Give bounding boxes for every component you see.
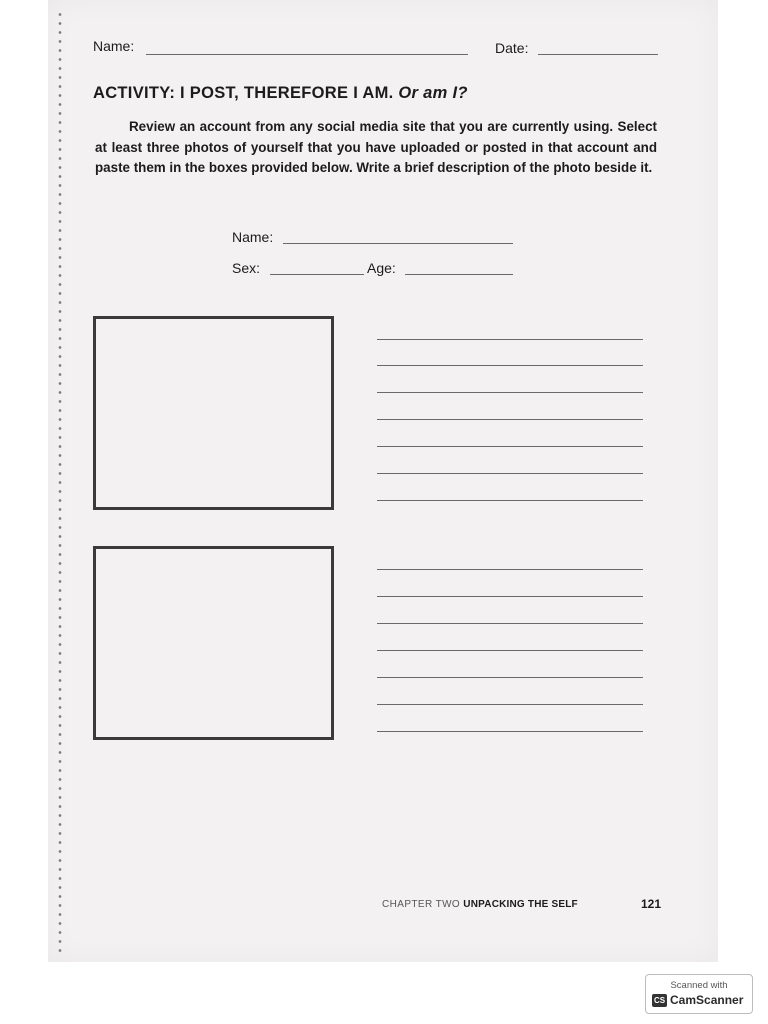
activity-title-main: ACTIVITY: I POST, THEREFORE I AM. [93,84,394,102]
description-line[interactable] [377,446,643,447]
watermark-app-name: CamScanner [670,993,744,1007]
form-sex-line[interactable] [270,274,364,275]
footer-chapter-label: CHAPTER TWO [382,899,461,910]
photo-box-1[interactable] [93,316,334,510]
description-line[interactable] [377,650,643,651]
form-sex-label: Sex: [232,260,261,276]
camscanner-logo-icon: CS [653,996,666,1005]
page-number: 121 [641,897,662,911]
activity-instructions: Review an account from any social media site that you are currently using. Select at least three photos of yourself that you have uploaded or posted in that account and paste them in the boxes provided below. Write a brief description of the photo beside it. [95,119,657,175]
footer-section-title: UNPACKING THE SELF [463,899,578,910]
form-age-line[interactable] [405,274,513,275]
description-line[interactable] [377,623,643,624]
activity-title-question: Or am I? [398,84,468,102]
header-date-label: Date: [495,40,529,56]
footer-chapter [382,899,578,910]
camscanner-watermark [645,974,753,1014]
watermark-scanned-text: Scanned with [670,980,728,991]
form-name-label: Name: [232,229,274,245]
description-line[interactable] [377,677,643,678]
description-line[interactable] [377,596,643,597]
notebook-perforation [56,10,64,958]
description-line[interactable] [377,392,643,393]
description-line[interactable] [377,704,643,705]
description-line[interactable] [377,500,643,501]
photo-box-2[interactable] [93,546,334,740]
description-line[interactable] [377,365,643,366]
description-line[interactable] [377,339,643,340]
description-line[interactable] [377,419,643,420]
description-line[interactable] [377,473,643,474]
header-date-line[interactable] [538,54,658,55]
description-line[interactable] [377,731,643,732]
activity-title [93,84,468,103]
form-name-line[interactable] [283,243,513,244]
header-name-label: Name: [93,38,135,54]
header-name-line[interactable] [146,54,468,55]
form-age-label: Age: [367,260,396,276]
description-line[interactable] [377,569,643,570]
